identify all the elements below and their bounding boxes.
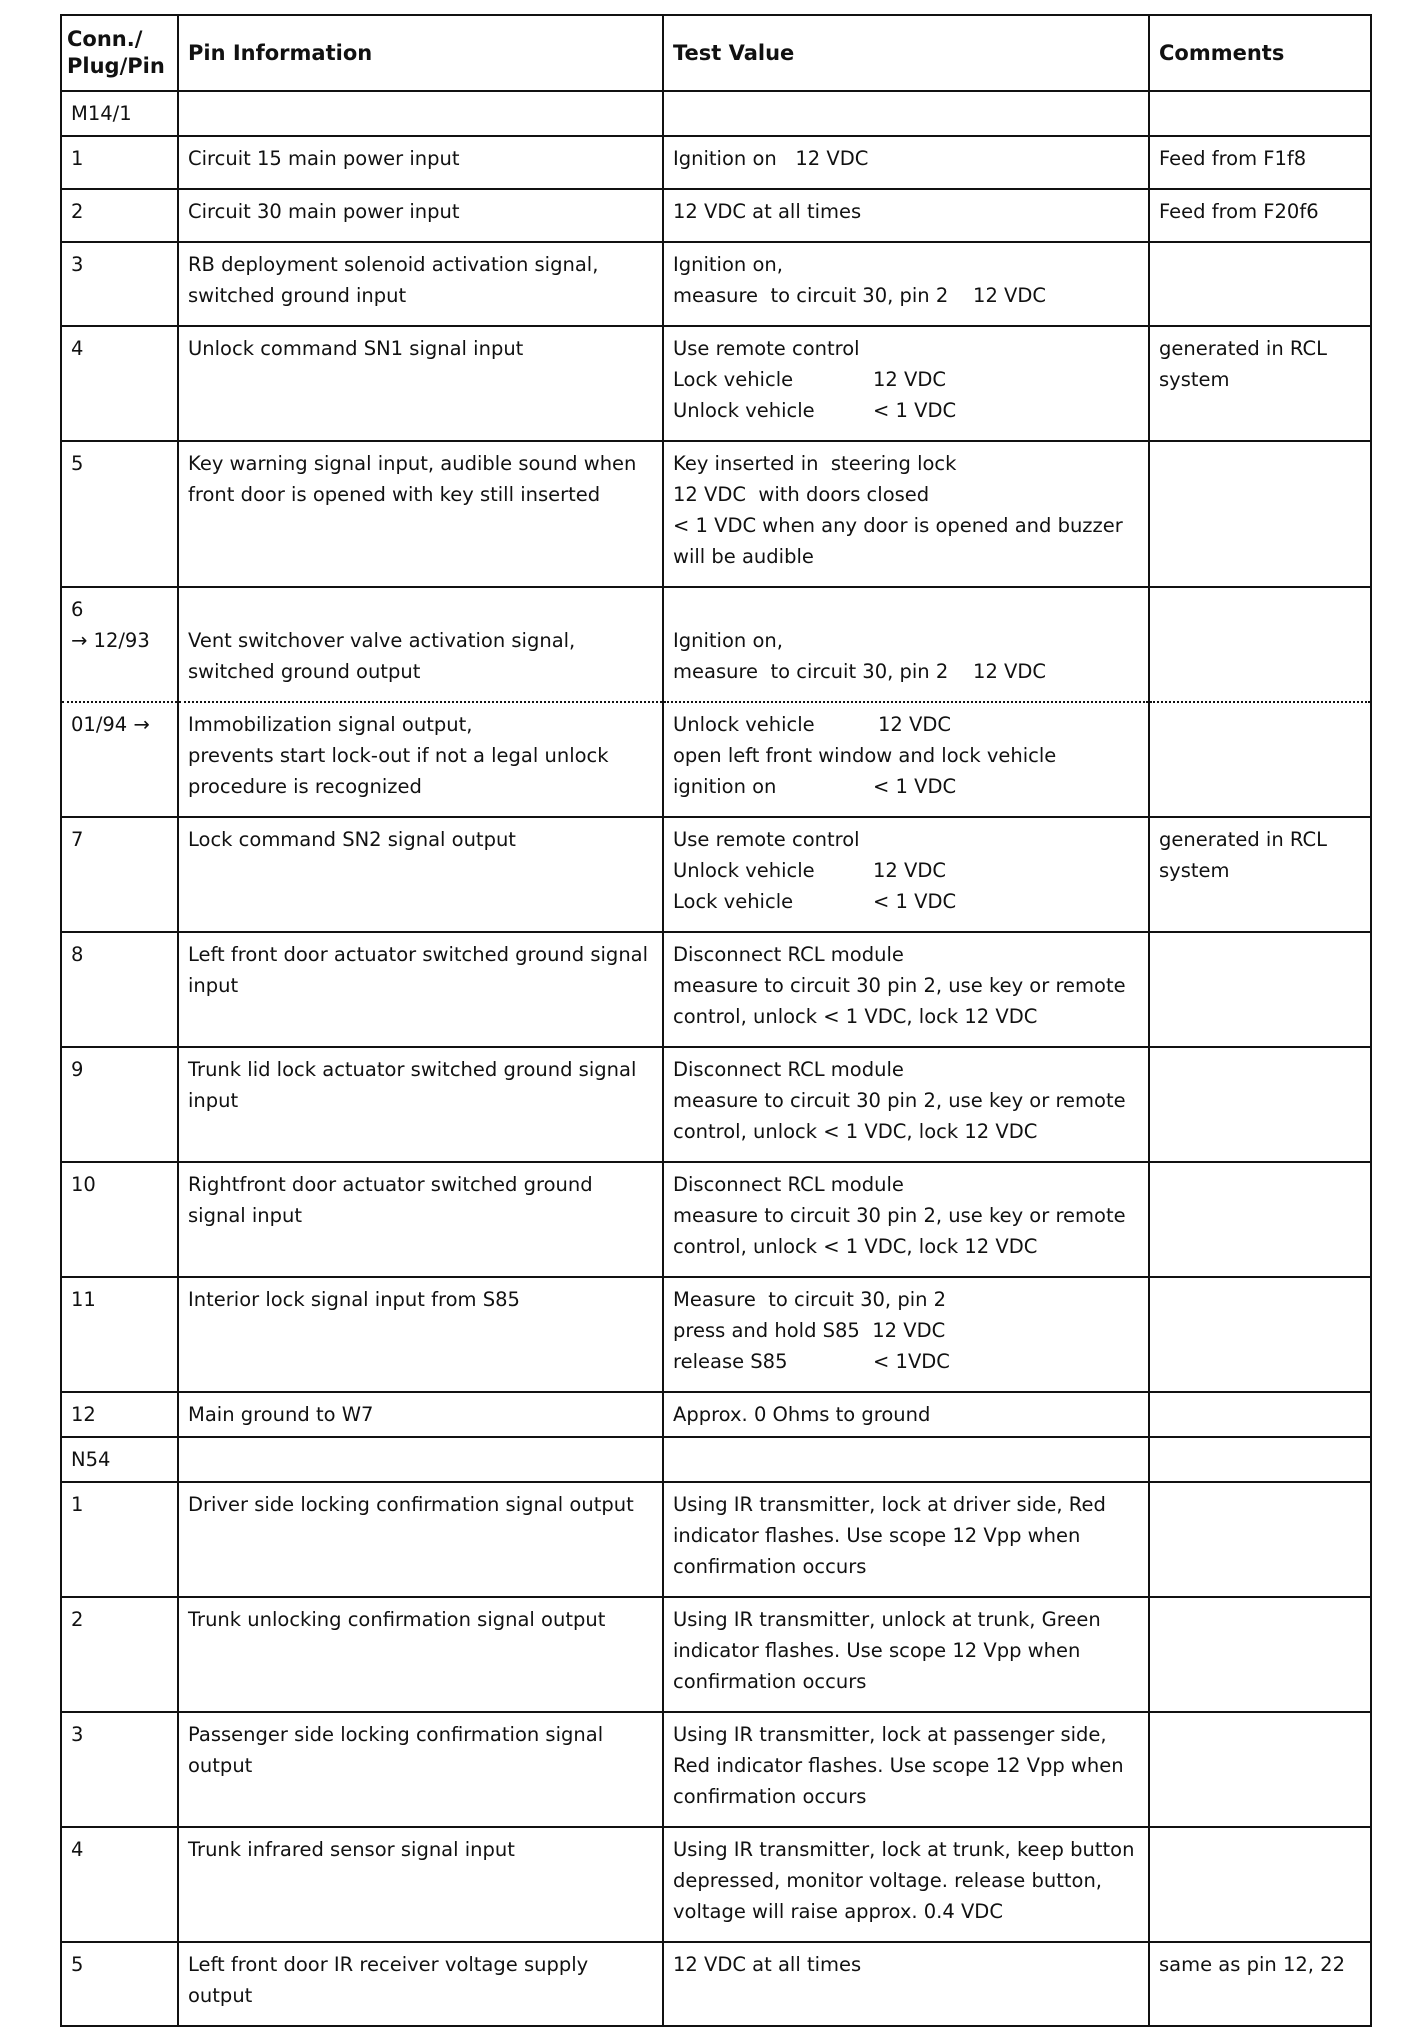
comment-cell <box>1149 1712 1371 1827</box>
group-label: M14/1 <box>61 91 178 136</box>
pin-info-cell: Rightfront door actuator switched ground signal input <box>178 1162 663 1277</box>
test-value-line: press and hold S85 12 VDC <box>673 1319 946 1342</box>
test-value-line: measure to circuit 30 pin 2, use key or remote control, unlock < 1 VDC, lock 12 VDC <box>673 1204 1126 1258</box>
test-value-header: Test Value <box>663 15 1149 91</box>
table-row <box>61 1392 1371 1437</box>
condition-label: Lock vehicle <box>673 368 794 391</box>
pin-info-cell: Left front door actuator switched ground signal input <box>178 932 663 1047</box>
test-value-line: Disconnect RCL module <box>673 943 904 966</box>
comment-cell <box>1149 1597 1371 1712</box>
table-row <box>61 242 1371 326</box>
test-value-line <box>673 395 1139 426</box>
pin-cell <box>61 587 178 702</box>
pin-cell: 12 <box>61 1392 178 1437</box>
test-value-cell <box>663 242 1149 326</box>
comment-cell <box>1149 242 1371 326</box>
table-row <box>61 136 1371 189</box>
comment-cell <box>1149 587 1371 702</box>
table-row <box>61 1277 1371 1392</box>
comment-cell: Feed from F20f6 <box>1149 189 1371 242</box>
condition-label: Unlock vehicle <box>673 399 815 422</box>
condition-label: ignition on <box>673 775 777 798</box>
test-value-line <box>673 709 1139 740</box>
test-value-cell: 12 VDC at all times <box>663 189 1149 242</box>
table-row <box>61 441 1371 587</box>
comment-cell <box>1149 1047 1371 1162</box>
test-value-line: 12 VDC with doors closed <box>673 483 930 506</box>
voltage-value: < 1VDC <box>873 1350 950 1373</box>
table-row <box>61 932 1371 1047</box>
pin-info-cell: Key warning signal input, audible sound when front door is opened with key still inserted <box>178 441 663 587</box>
comment-cell <box>1149 1827 1371 1942</box>
test-value-cell <box>663 702 1149 817</box>
pin-information-header: Pin Information <box>178 15 663 91</box>
comment-cell <box>1149 1482 1371 1597</box>
test-value-cell: Using IR transmitter, lock at trunk, keep button depressed, monitor voltage. release button, voltage will raise approx. 0.4 VDC <box>663 1827 1149 1942</box>
comment-cell <box>1149 1392 1371 1437</box>
table-row <box>61 1712 1371 1827</box>
comment-cell <box>1149 702 1371 817</box>
test-value-line: measure to circuit 30, pin 2 12 VDC <box>673 660 1047 683</box>
pin-cell: 7 <box>61 817 178 932</box>
pin-info-cell: Main ground to W7 <box>178 1392 663 1437</box>
table-row <box>61 189 1371 242</box>
pin-info-cell: RB deployment solenoid activation signal, switched ground input <box>178 242 663 326</box>
header-row <box>61 15 1371 91</box>
pin-info-line: Immobilization signal output, <box>188 713 473 736</box>
voltage-value: < 1 VDC <box>873 775 957 798</box>
pin-cell: 9 <box>61 1047 178 1162</box>
test-value-cell: 12 VDC at all times <box>663 1942 1149 2026</box>
pin-cell: 1 <box>61 1482 178 1597</box>
table-row <box>61 1827 1371 1942</box>
pin-test-table-page <box>60 14 1370 2027</box>
comment-cell: generated in RCL system <box>1149 326 1371 441</box>
pin-cell: 4 <box>61 1827 178 1942</box>
pin-info-cell: Circuit 30 main power input <box>178 189 663 242</box>
pin-cell: 11 <box>61 1277 178 1392</box>
pin-info-cell: Left front door IR receiver voltage supply output <box>178 1942 663 2026</box>
pin-info-cell: Trunk unlocking confirmation signal output <box>178 1597 663 1712</box>
test-value-cell <box>663 136 1149 189</box>
pin-info-cell: Circuit 15 main power input <box>178 136 663 189</box>
test-value-cell: Approx. 0 Ohms to ground <box>663 1392 1149 1437</box>
test-value-line: measure to circuit 30, pin 2 12 VDC <box>673 284 1047 307</box>
conn-header-line2: Plug/Pin <box>67 54 165 78</box>
comment-cell: generated in RCL system <box>1149 817 1371 932</box>
test-value-line: Ignition on, <box>673 629 783 652</box>
table-row <box>61 1597 1371 1712</box>
test-value-line <box>673 1346 1139 1377</box>
pin-cell: 1 <box>61 136 178 189</box>
pin-cell: 3 <box>61 1712 178 1827</box>
voltage-value: 12 VDC <box>873 368 946 391</box>
voltage-value: 12 VDC <box>873 859 946 882</box>
pin-cell: 5 <box>61 1942 178 2026</box>
table-row <box>61 702 1371 817</box>
pin-info-line: prevents start lock-out if not a legal unlock procedure is recognized <box>188 744 609 798</box>
pin-info-cell: Passenger side locking confirmation signal output <box>178 1712 663 1827</box>
test-value-line: Disconnect RCL module <box>673 1173 904 1196</box>
test-value-cell: Using IR transmitter, unlock at trunk, Green indicator flashes. Use scope 12 Vpp when confirmation occurs <box>663 1597 1149 1712</box>
test-value-cell <box>663 817 1149 932</box>
pin-info-cell: Unlock command SN1 signal input <box>178 326 663 441</box>
pin-info-text: Vent switchover valve activation signal, switched ground output <box>188 629 576 683</box>
test-value-line: Measure to circuit 30, pin 2 <box>673 1288 947 1311</box>
pin-info-cell <box>178 587 663 702</box>
test-value-line: Disconnect RCL module <box>673 1058 904 1081</box>
test-value-text: Ignition on 12 VDC <box>673 147 869 170</box>
table-row <box>61 817 1371 932</box>
table-row <box>61 326 1371 441</box>
table-row <box>61 587 1371 702</box>
test-value-line <box>673 771 1139 802</box>
pin-test-table <box>60 14 1372 2027</box>
condition-label: release S85 <box>673 1350 788 1373</box>
pin-cell: 2 <box>61 189 178 242</box>
comment-cell <box>1149 441 1371 587</box>
test-value-cell <box>663 1277 1149 1392</box>
pin-cell: 5 <box>61 441 178 587</box>
comment-cell: same as pin 12, 22 <box>1149 1942 1371 2026</box>
pin-cell: 10 <box>61 1162 178 1277</box>
test-value-cell: Using IR transmitter, lock at passenger side, Red indicator flashes. Use scope 12 Vpp when confirmation occurs <box>663 1712 1149 1827</box>
pin-cell: 8 <box>61 932 178 1047</box>
test-value-line: Use remote control <box>673 337 860 360</box>
test-value-cell: Using IR transmitter, lock at driver side, Red indicator flashes. Use scope 12 Vpp when confirmation occurs <box>663 1482 1149 1597</box>
pin-cell: 01/94 → <box>61 702 178 817</box>
pin-info-cell: Trunk infrared sensor signal input <box>178 1827 663 1942</box>
table-row <box>61 1942 1371 2026</box>
pin-info-cell: Lock command SN2 signal output <box>178 817 663 932</box>
test-value-line: < 1 VDC when any door is opened and buzzer will be audible <box>673 514 1123 568</box>
pin-cell: 3 <box>61 242 178 326</box>
table-row <box>61 1162 1371 1277</box>
pin-info-cell <box>178 702 663 817</box>
group-label: N54 <box>61 1437 178 1482</box>
test-value-cell <box>663 441 1149 587</box>
test-value-cell <box>663 1047 1149 1162</box>
pin-info-cell: Interior lock signal input from S85 <box>178 1277 663 1392</box>
test-value-line <box>673 886 1139 917</box>
conn-plug-pin-header <box>61 15 178 91</box>
conn-header-line1: Conn./ <box>67 27 143 51</box>
test-value-line: Key inserted in steering lock <box>673 452 957 475</box>
test-value-cell <box>663 587 1149 702</box>
table-row <box>61 1482 1371 1597</box>
pin-info-cell: Driver side locking confirmation signal output <box>178 1482 663 1597</box>
condition-label: Unlock vehicle <box>673 713 815 736</box>
test-value-line: Use remote control <box>673 828 860 851</box>
pin-date-range: → 12/93 <box>71 629 150 652</box>
condition-label: Lock vehicle <box>673 890 794 913</box>
test-value-line <box>673 855 1139 886</box>
pin-info-cell: Trunk lid lock actuator switched ground signal input <box>178 1047 663 1162</box>
test-value-line <box>673 364 1139 395</box>
voltage-value: < 1 VDC <box>873 890 957 913</box>
pin-number: 6 <box>71 598 84 621</box>
test-value-line: Ignition on, <box>673 253 783 276</box>
voltage-value: 12 VDC <box>878 713 951 736</box>
comment-cell <box>1149 932 1371 1047</box>
group-row-n54 <box>61 1437 1371 1482</box>
comment-cell: Feed from F1f8 <box>1149 136 1371 189</box>
test-value-line: measure to circuit 30 pin 2, use key or remote control, unlock < 1 VDC, lock 12 VDC <box>673 1089 1126 1143</box>
voltage-value: < 1 VDC <box>873 399 957 422</box>
table-row <box>61 1047 1371 1162</box>
test-value-line: measure to circuit 30 pin 2, use key or remote control, unlock < 1 VDC, lock 12 VDC <box>673 974 1126 1028</box>
comment-cell <box>1149 1162 1371 1277</box>
test-value-cell <box>663 326 1149 441</box>
test-value-cell <box>663 1162 1149 1277</box>
comment-cell <box>1149 1277 1371 1392</box>
test-value-line: open left front window and lock vehicle <box>673 744 1057 767</box>
condition-label: Unlock vehicle <box>673 859 815 882</box>
comments-header: Comments <box>1149 15 1371 91</box>
test-value-cell <box>663 932 1149 1047</box>
pin-cell: 2 <box>61 1597 178 1712</box>
pin-cell: 4 <box>61 326 178 441</box>
group-row-m14 <box>61 91 1371 136</box>
